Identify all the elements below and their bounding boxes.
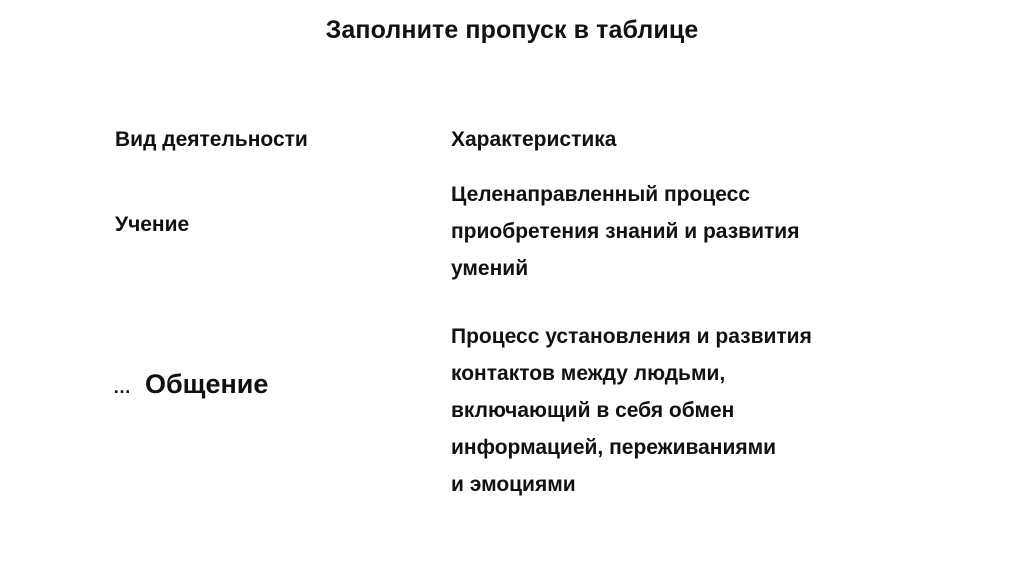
characteristic-line: и эмоциями [451,473,576,496]
characteristic-line: информацией, переживаниями [451,436,777,459]
slide-title: Заполните пропуск в таблице [325,16,699,44]
activity-answer: Общение [145,369,269,399]
activity-cell-learning: Учение [115,213,190,236]
characteristic-cell-learning [451,176,911,287]
activity-cell-communication [113,369,268,400]
column-header-activity: Вид деятельности [115,128,308,151]
column-header-characteristic: Характеристика [451,128,617,151]
characteristic-line: Процесс установления и развития [451,325,812,348]
characteristic-line: умений [451,257,529,280]
characteristic-line: включающий в себя обмен [451,399,735,422]
blank-placeholder: … [113,377,131,397]
characteristic-line: Целенаправленный процесс [451,183,751,206]
characteristic-cell-communication [451,318,921,503]
characteristic-line: приобретения знаний и развития [451,220,800,243]
characteristic-line: контактов между людьми, [451,362,726,385]
